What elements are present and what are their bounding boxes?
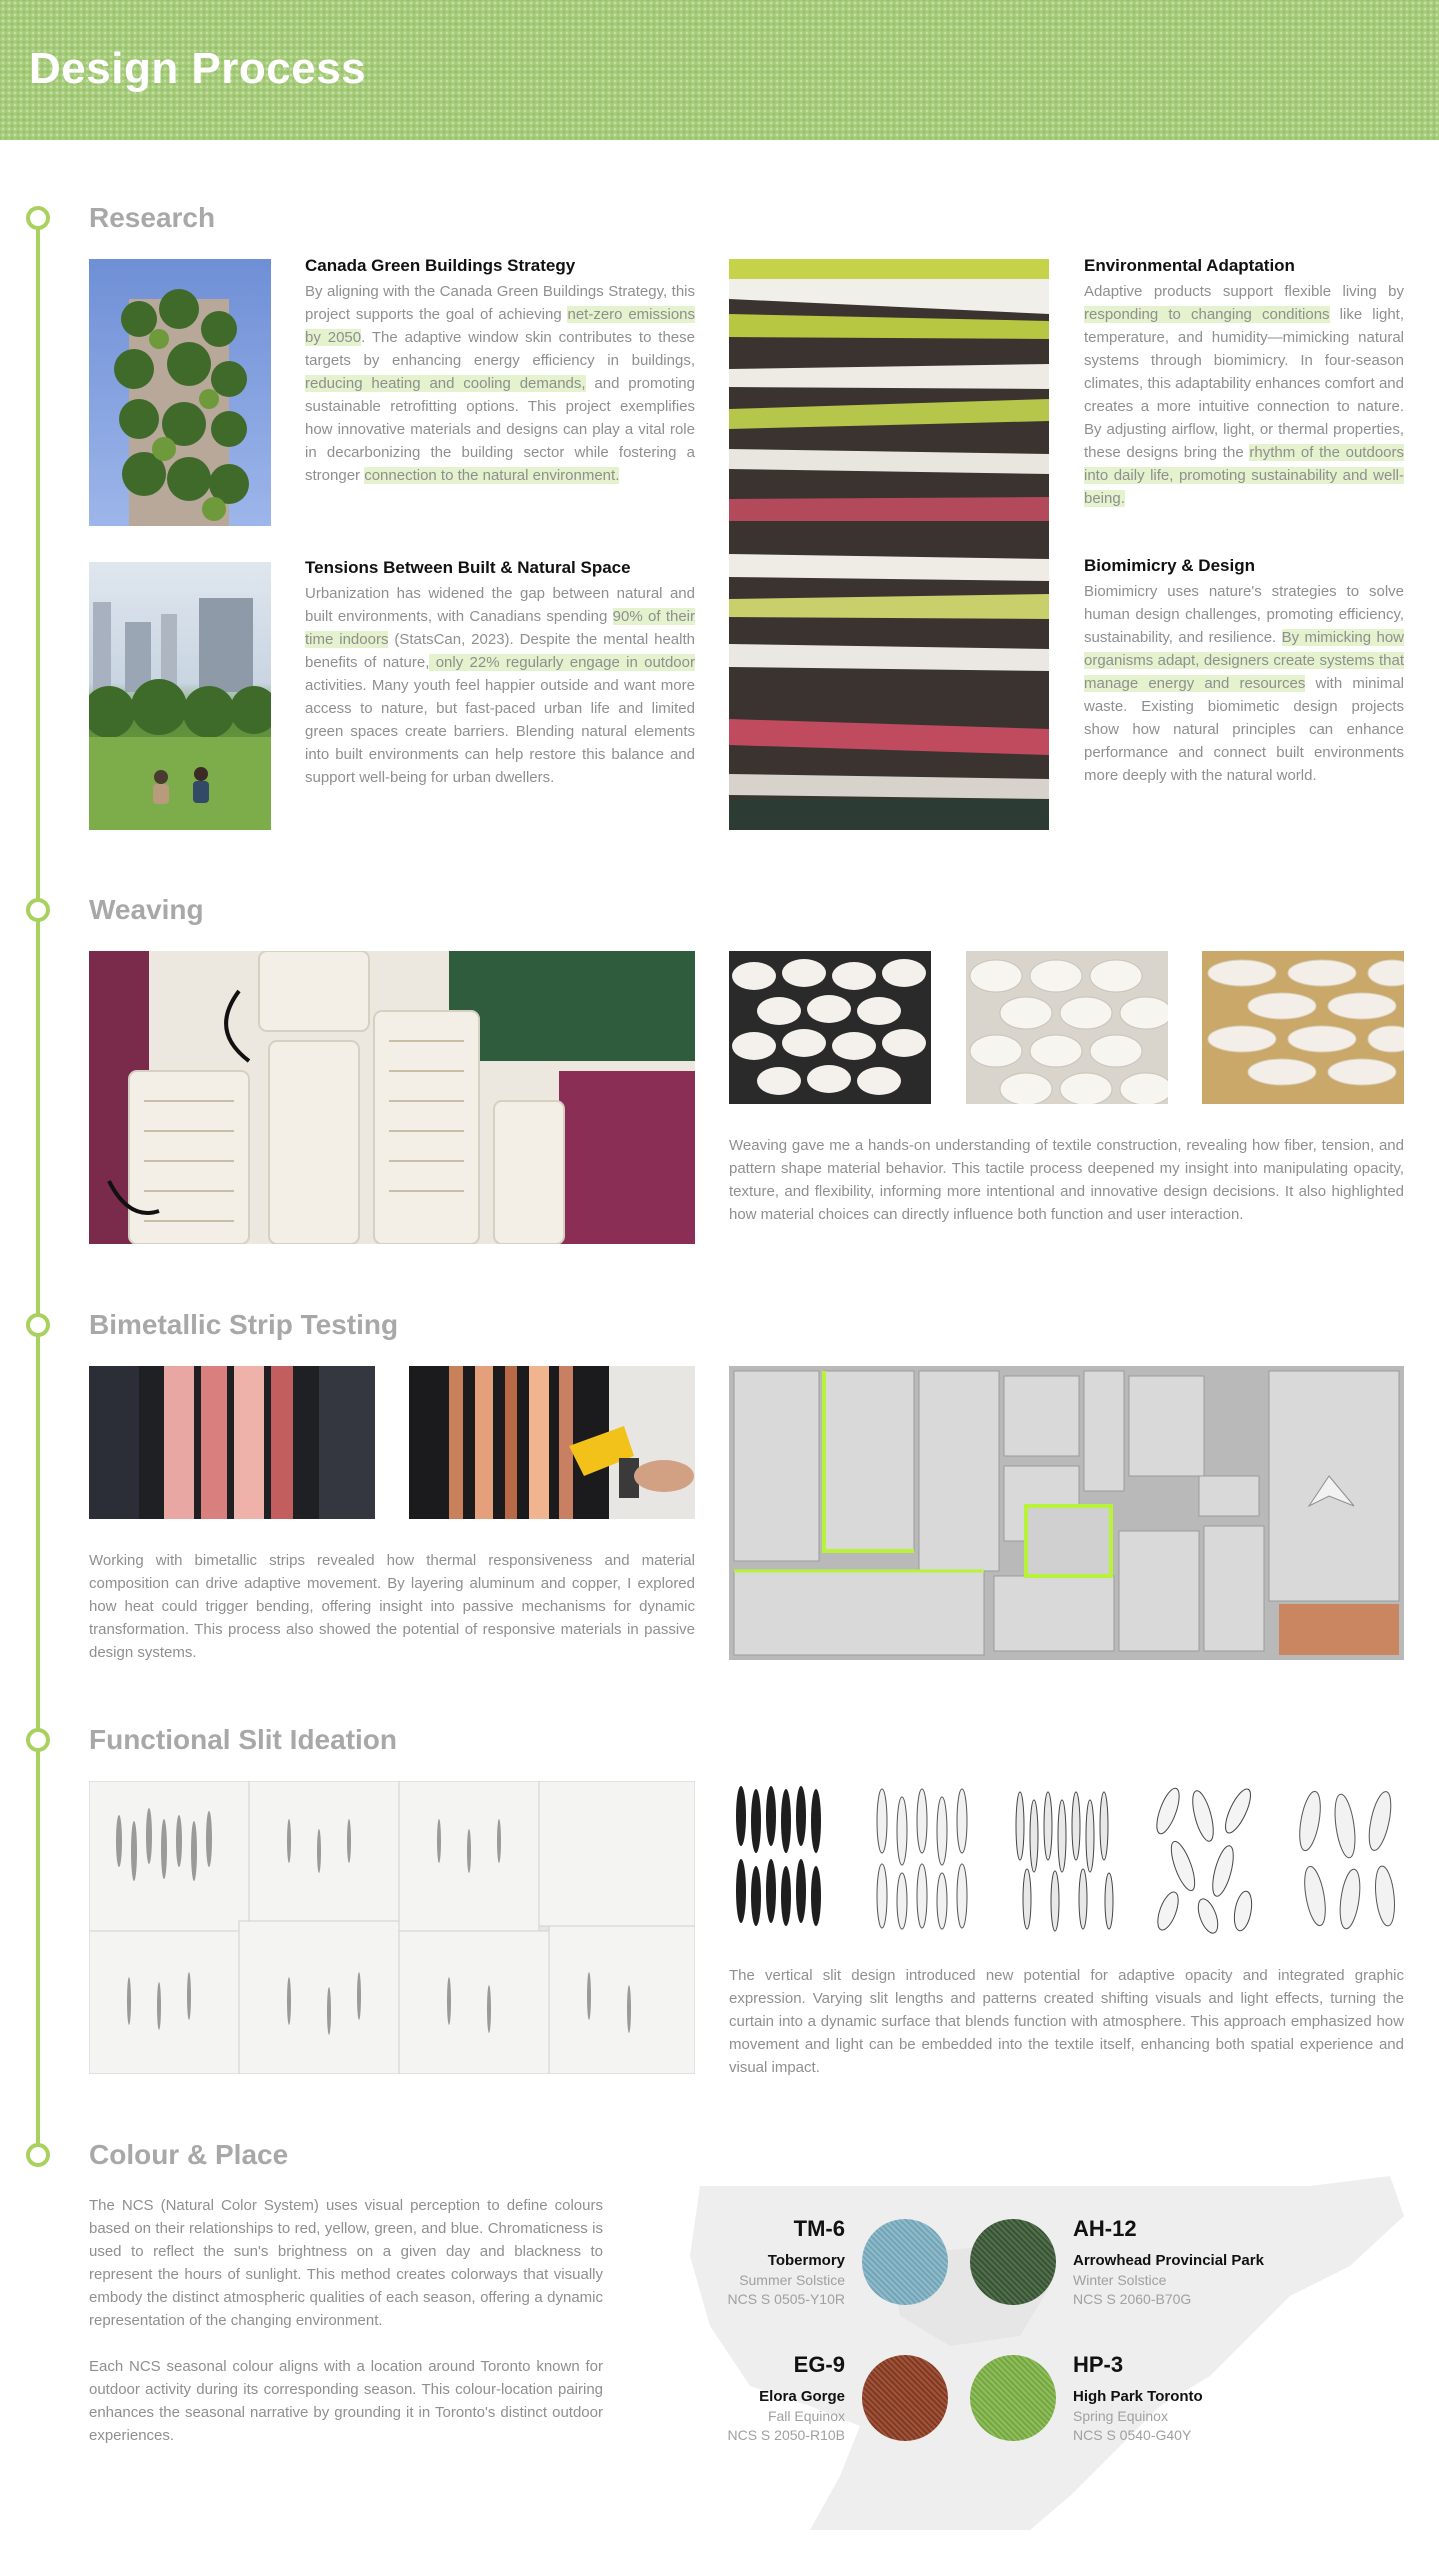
swatch-circle-hp3 [970, 2355, 1056, 2441]
weave-sample-3-image [1202, 951, 1404, 1104]
foil-samples-image [729, 1366, 1404, 1660]
slit-description: The vertical slit design introduced new potential for adaptive opacity and integrated graphic expression. Varying slit lengths and patterns created shifting visuals and light effects, turning the curtain into a dynamic surface that blends function with atmosphere. This approach emphasized how movement and light can be embedded into the textile itself, enhancing both spatial experience and visual impact. [729, 1967, 1404, 2076]
bimetallic-strips-image-1 [89, 1366, 375, 1519]
section-title-slit: Functional Slit Ideation [89, 1724, 397, 1755]
slit-sketch-2-image [867, 1781, 977, 1934]
adaptation-text: Adaptive products support flexible living by responding to changing conditions like light, temperature, and humidity—mimicking natural systems through biomimicry. In four-season climates, this adaptability enhances comfort and creates a more intuitive connection to nature. By adjusting airflow, light, or thermal properties, these designs bring the rhythm of the outdoors into daily life, promoting sustainability and well-being. [1084, 283, 1404, 507]
slit-sketch-5-image [1290, 1781, 1404, 1934]
timeline-dot [26, 1728, 50, 1752]
canada-strategy-text: By aligning with the Canada Green Buildings Strategy, this project supports the goal of achieving net-zero emissions by 2050. The adaptive window skin contributes to these targets by enhancing energy efficiency in buildings, reducing heating and cooling demands, and promoting sustainable retrofitting options. This project exemplifies how innovative materials and designs can play a vital role in decarbonizing the building sector while fostering a stronger connection to the natural environment. [305, 283, 696, 484]
header-banner [0, 0, 1439, 140]
canada-strategy-heading: Canada Green Buildings Strategy [305, 256, 576, 275]
swatch-circle-ah12 [970, 2219, 1056, 2305]
tensions-text: Urbanization has widened the gap between natural and built environments, with Canadians spending 90% of their time indoors (StatsCan, 2023). Despite the mental health benefits of nature, only 22% regularly engage in outdoor activities. Many youth feel happier outside and want more access to nature, but fast-paced urban life and limited green spaces create barriers. Blending natural elements into built environments can help restore this balance and support well-being for urban dwellers. [305, 585, 695, 786]
weaving-samples-image [89, 951, 695, 1244]
slit-sketch-4-image [1148, 1781, 1258, 1934]
section-title-research: Research [89, 202, 216, 233]
slit-paper-samples-image [89, 1781, 695, 2074]
slit-sketch-1-image [729, 1781, 829, 1934]
section-title-weaving: Weaving [89, 894, 204, 925]
swatch-circle-eg9 [862, 2355, 948, 2441]
swatch-label-hp3: HP-3 High Park Toronto Spring Equinox NCS S 0540-G40Y [1073, 2352, 1203, 2443]
colour-description: The NCS (Natural Color System) uses visual perception to define colours based on their relationships to red, yellow, green, and blue. Chromaticness is used to reflect the sun's brightness on a given day and blackness to represent the hours of sunlight. This method creates colorways that visually embody the distinct atmospheric qualities of each season, offering a dynamic representation of the changing environment. Each NCS seasonal colour aligns with a location around Toronto known for outdoor activity during its corresponding season. This colour-location pairing enhances the seasonal narrative by grounding it in Toronto's distinct outdoor experiences. [89, 2197, 603, 2444]
tensions-block [305, 558, 695, 789]
timeline-line [36, 218, 40, 2158]
timeline-dot [26, 2143, 50, 2167]
bimetallic-description: Working with bimetallic strips revealed how thermal responsiveness and material composition can drive adaptive movement. By layering aluminum and copper, I explored how heat could trigger bending, offering insight into passive mechanisms for dynamic transformation. This process also showed the potential of responsive materials in passive design systems. [89, 1552, 695, 1661]
weave-sample-1-image [729, 951, 931, 1104]
weaving-description: Weaving gave me a hands-on understanding of textile construction, revealing how fiber, tension, and pattern shape material behavior. This tactile process deepened my insight into manipulating opacity, texture, and flexibility, informing more intentional and innovative design decisions. It also highlighted how material choices can directly influence both function and user interaction. [729, 1137, 1404, 1223]
biomimicry-text: Biomimicry uses nature's strategies to solve human design challenges, promoting efficiency, sustainability, and resilience. By mimicking how organisms adapt, designers create systems that manage energy and resources with minimal waste. Existing biomimetic design projects show how natural principles can enhance performance and connect built environments more deeply with the natural world. [1084, 583, 1404, 784]
canada-strategy-block [305, 256, 695, 487]
adaptive-facade-image [729, 259, 1049, 830]
swatch-label-eg9: EG-9 Elora Gorge Fall Equinox NCS S 2050-R10B [727, 2352, 845, 2443]
weave-sample-2-image [966, 951, 1168, 1104]
tensions-heading: Tensions Between Built & Natural Space [305, 558, 631, 577]
timeline-dot [26, 206, 50, 230]
section-title-bimetallic: Bimetallic Strip Testing [89, 1309, 399, 1340]
timeline-dot [26, 1313, 50, 1337]
page-title: Design Process [29, 44, 367, 93]
swatch-label-ah12: AH-12 Arrowhead Provincial Park Winter Solstice NCS S 2060-B70G [1073, 2216, 1264, 2307]
slit-sketch-3-image [1008, 1781, 1118, 1934]
adaptation-block [1084, 256, 1404, 510]
bimetallic-strips-image-2 [409, 1366, 695, 1519]
swatch-circle-tm6 [862, 2219, 948, 2305]
adaptation-heading: Environmental Adaptation [1084, 256, 1295, 275]
central-park-image [89, 562, 271, 830]
section-title-colour: Colour & Place [89, 2139, 289, 2170]
timeline-dot [26, 898, 50, 922]
swatch-label-tm6: TM-6 Tobermory Summer Solstice NCS S 0505-Y10R [727, 2216, 845, 2307]
biomimicry-heading: Biomimicry & Design [1084, 556, 1255, 575]
vertical-forest-image [89, 259, 271, 526]
biomimicry-block [1084, 556, 1404, 787]
